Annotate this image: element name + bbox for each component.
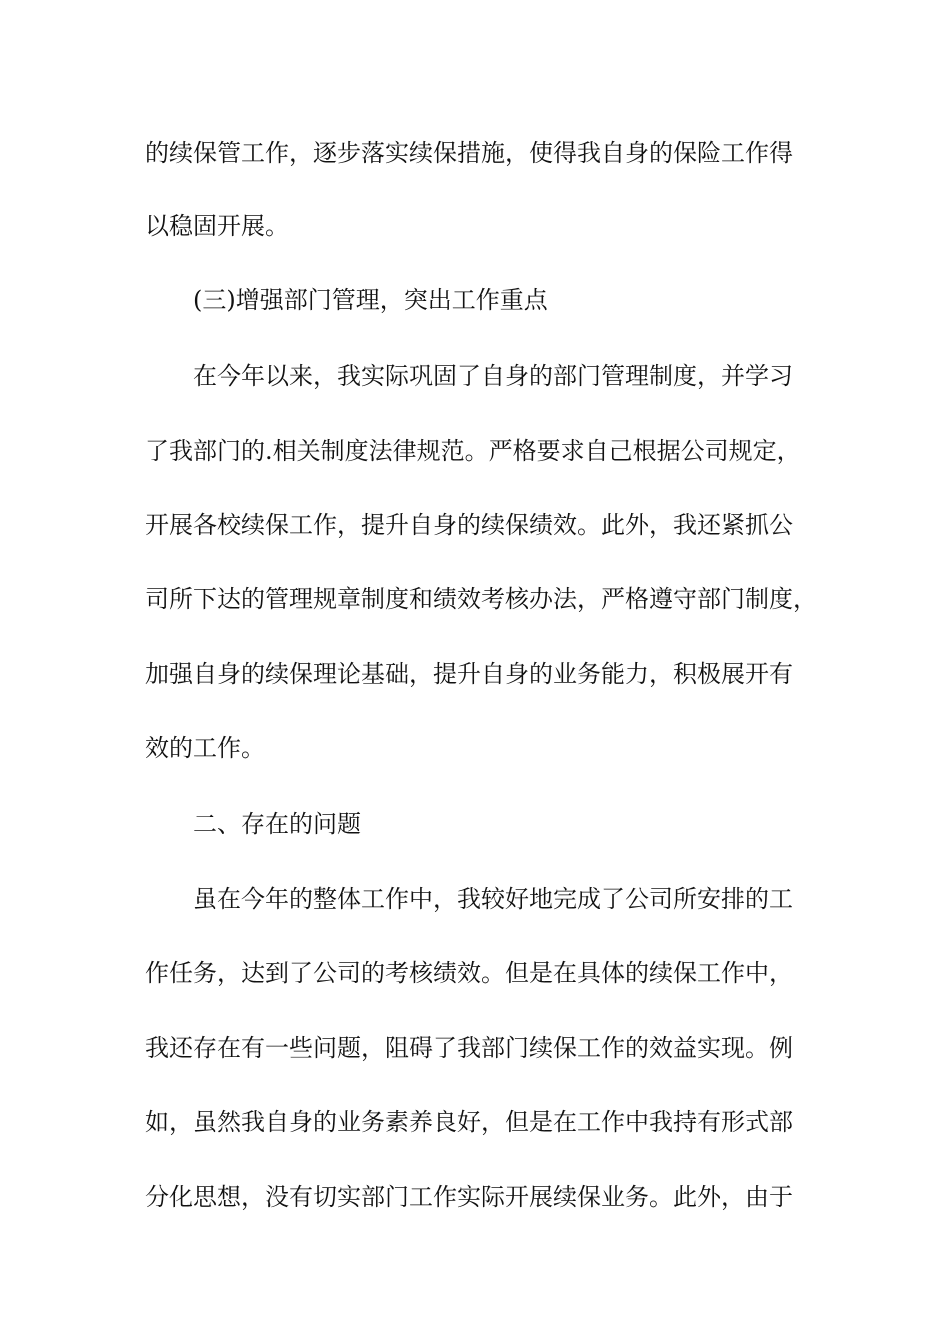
paragraph-line: 的续保管工作，逐步落实续保措施，使得我自身的保险工作得 [145, 139, 793, 167]
paragraph-line: 分化思想，没有切实部门工作实际开展续保业务。此外，由于 [145, 1183, 793, 1211]
paragraph-line: 虽在今年的整体工作中，我较好地完成了公司所安排的工 [193, 885, 793, 913]
paragraph-line: 开展各校续保工作，提升自身的续保绩效。此外，我还紧抓公 [145, 511, 793, 539]
paragraph-line: 效的工作。 [145, 734, 265, 762]
paragraph-line: 了我部门的.相关制度法律规范。严格要求自己根据公司规定， [145, 437, 801, 465]
paragraph-line: 在今年以来，我实际巩固了自身的部门管理制度，并学习 [193, 362, 793, 390]
section-heading: 二、存在的问题 [193, 810, 361, 838]
paragraph-line: 司所下达的管理规章制度和绩效考核办法，严格遵守部门制度， [145, 585, 817, 613]
paragraph-line: 我还存在有一些问题，阻碍了我部门续保工作的效益实现。例 [145, 1034, 793, 1062]
paragraph-line: 以稳固开展。 [145, 212, 289, 240]
paragraph-line: 作任务，达到了公司的考核绩效。但是在具体的续保工作中， [145, 959, 793, 987]
paragraph-line: 加强自身的续保理论基础，提升自身的业务能力，积极展开有 [145, 660, 793, 688]
paragraph-line: 如，虽然我自身的业务素养良好，但是在工作中我持有形式部 [145, 1108, 793, 1136]
section-heading: (三)增强部门管理，突出工作重点 [193, 286, 548, 314]
